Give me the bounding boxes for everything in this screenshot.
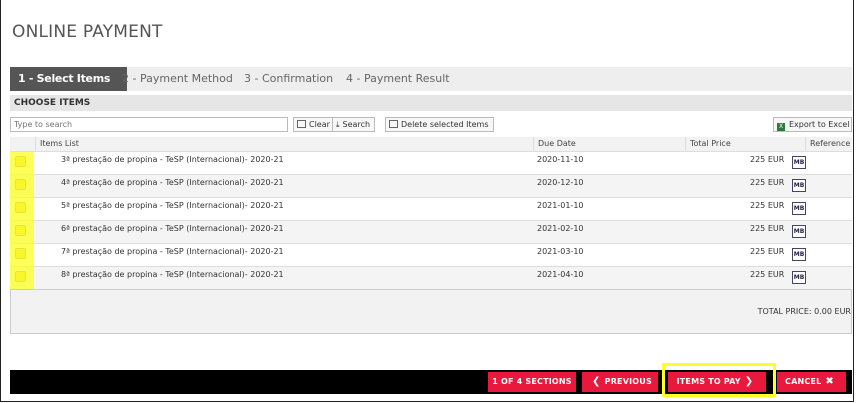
excel-icon: X: [778, 123, 784, 130]
row-due-date: 2021-02-10: [537, 224, 584, 233]
header-checkbox-col: [10, 137, 35, 151]
tab-select-items[interactable]: 1 - Select Items: [10, 67, 127, 91]
page-title: ONLINE PAYMENT: [12, 22, 163, 42]
row-price: 225 EUR: [750, 201, 785, 210]
row-price: 225 EUR: [750, 224, 785, 233]
table-row: [10, 152, 852, 175]
tab-confirmation[interactable]: 3 - Confirmation: [244, 72, 334, 85]
items-to-pay-label: ITEMS TO PAY: [676, 377, 741, 386]
row-item: 5ª prestação de propina - TeSP (Internacional)- 2020-21: [61, 201, 284, 210]
row-item: 4ª prestação de propina - TeSP (Internacional)- 2020-21: [61, 178, 284, 187]
close-icon: ✖: [825, 376, 834, 387]
search-input[interactable]: [10, 117, 288, 132]
delete-selected-button[interactable]: [385, 117, 494, 132]
row-item: 3ª prestação de propina - TeSP (Internacional)- 2020-21: [61, 155, 284, 164]
clear-label: Clear: [309, 120, 330, 129]
previous-label: PREVIOUS: [604, 377, 652, 386]
clear-button[interactable]: [293, 117, 335, 132]
section-title: CHOOSE ITEMS: [10, 95, 852, 111]
cancel-label: CANCEL: [785, 377, 822, 386]
step-tabs: [10, 67, 852, 91]
header-items: Items List: [35, 137, 533, 151]
row-due-date: 2021-04-10: [537, 270, 584, 279]
row-item: 8ª prestação de propina - TeSP (Internacional)- 2020-21: [61, 270, 284, 279]
mb-reference-icon[interactable]: MB: [792, 248, 806, 261]
mb-reference-icon[interactable]: MB: [792, 156, 806, 169]
chevron-right-icon: ❯: [744, 376, 754, 387]
table-row: [10, 221, 852, 244]
total-price: TOTAL PRICE: 0.00 EUR: [757, 307, 851, 316]
sections-indicator: 1 OF 4 SECTIONS: [488, 372, 576, 392]
delete-label: Delete selected Items: [401, 120, 489, 129]
total-price-box: [10, 289, 852, 334]
mb-reference-icon[interactable]: MB: [792, 179, 806, 192]
table-row: [10, 267, 852, 290]
row-item: 7ª prestação de propina - TeSP (Internacional)- 2020-21: [61, 247, 284, 256]
export-label: Export to Excel: [789, 120, 850, 129]
row-price: 225 EUR: [750, 247, 785, 256]
search-label: Search: [342, 120, 371, 129]
row-due-date: 2021-01-10: [537, 201, 584, 210]
download-icon: ⤓: [336, 120, 340, 129]
clear-icon: [297, 120, 306, 128]
table-row: [10, 175, 852, 198]
checkbox-highlight: [10, 152, 34, 290]
header-total-price: Total Price: [685, 137, 805, 151]
table-row: [10, 198, 852, 221]
mb-reference-icon[interactable]: MB: [792, 225, 806, 238]
delete-icon: [389, 120, 398, 128]
previous-button[interactable]: [582, 372, 658, 392]
row-price: 225 EUR: [750, 178, 785, 187]
tab-payment-result[interactable]: 4 - Payment Result: [346, 72, 450, 85]
mb-reference-icon[interactable]: MB: [792, 271, 806, 284]
row-due-date: 2021-03-10: [537, 247, 584, 256]
export-excel-button[interactable]: [773, 117, 852, 132]
row-due-date: 2020-11-10: [537, 155, 584, 164]
chevron-left-icon: ❮: [592, 376, 601, 387]
table-row: [10, 244, 852, 267]
row-item: 6ª prestação de propina - TeSP (Internacional)- 2020-21: [61, 224, 284, 233]
search-button[interactable]: [332, 117, 375, 132]
row-due-date: 2020-12-10: [537, 178, 584, 187]
table-header: [10, 137, 852, 152]
mb-reference-icon[interactable]: MB: [792, 202, 806, 215]
header-due-date: Due Date: [533, 137, 685, 151]
row-price: 225 EUR: [750, 155, 785, 164]
items-to-pay-highlight: [662, 363, 776, 397]
row-price: 225 EUR: [750, 270, 785, 279]
header-reference: Reference: [805, 137, 852, 151]
cancel-button[interactable]: [777, 372, 846, 392]
toolbar: [10, 117, 852, 134]
tab-payment-method[interactable]: 2 - Payment Method: [122, 72, 233, 85]
